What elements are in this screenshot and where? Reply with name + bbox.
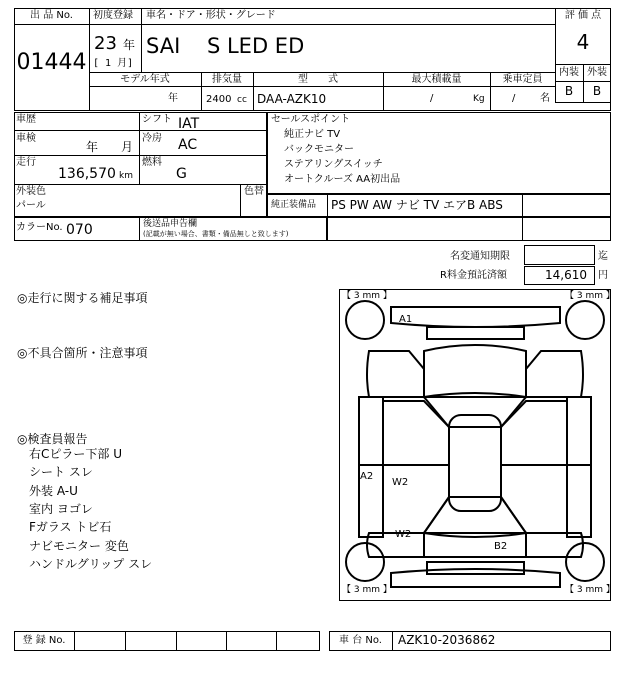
windshield [424,397,526,427]
tire-rear-left [346,543,384,581]
name-change-unit: 迄 [598,251,608,262]
name-change-label: 名変通知期限 [450,251,510,262]
rear-garnish [427,562,524,574]
divider [176,631,177,651]
sales-points-label: セールスポイント [271,114,351,125]
exterior-color-value: パール [16,200,46,211]
inspector-line: ナビモニター 変色 [29,539,129,553]
inspector-line: 外装 A-U [29,484,78,498]
rear-window [424,497,526,533]
sales-point-item: バックモニター [284,144,354,155]
tire-front-right [566,301,604,339]
damage-mark-w2: W2 [395,529,412,540]
divider [276,631,277,651]
equipment-sub-frame [327,217,611,241]
damage-mark-a1: A1 [399,314,413,325]
score-value: 4 [576,30,590,54]
right-side-panel [567,397,591,537]
divider [74,631,75,651]
color-no-value: 070 [66,222,93,238]
divider [14,184,267,185]
details-frame [14,112,267,217]
car-outline [339,289,611,601]
damage-mark-a2: A2 [360,471,374,482]
max-load-slash: / [430,93,434,104]
recycle-label: R料金預託済額 [440,270,507,281]
history-label: 車歴 [16,114,36,125]
inspector-line: シート スレ [29,465,93,479]
interior-label: 内装 [559,67,579,78]
front-right-fender [526,351,583,397]
front-left-door [383,401,449,465]
damage-mark-b2: B2 [494,541,508,552]
rear-left-door [383,465,449,533]
front-left-fender [367,351,424,397]
reg-year-unit: 年 [123,38,136,52]
ac-label: 冷房 [142,133,162,144]
trunk [424,533,526,557]
sales-point-item: 純正ナビ TV [284,129,341,140]
score-label: 評 価 点 [564,10,602,21]
max-load-header: 最大積載量 [411,74,462,85]
sales-point-item: オートクルーズ AA初出品 [284,174,401,185]
divider [141,8,142,72]
equipment-value: PS PW AW ナビ TV エアB ABS [331,198,503,212]
tire-tread-front-right: 【 3 mm 】 [565,291,615,301]
rear-bumper [391,569,560,587]
shift-label: シフト [142,114,172,125]
displacement-header: 排気量 [212,74,242,85]
divider [89,72,555,73]
model-year-unit: 年 [168,93,178,104]
name-change-field [524,245,595,265]
driving-notes-label: ◎走行に関する補足事項 [17,291,148,305]
inspector-label: ◎検査員報告 [17,432,88,446]
ac-value: AC [178,137,198,153]
front-bumper [391,307,560,327]
model-code-header: 型 式 [298,74,338,85]
recycle-value: 14,610 [545,268,587,282]
docs-label: 後送品申告欄 [143,219,198,229]
inspection-month: 月 [121,140,134,154]
tire-tread-rear-left: 【 3 mm 】 [342,585,392,595]
damage-mark-w2: W2 [392,477,409,488]
front-right-door [501,401,567,465]
inspector-line: 室内 ヨゴレ [29,502,93,516]
docs-note: (記載が無い場合、書類・備品無しと致します) [143,230,289,238]
model-code-value: DAA-AZK10 [257,92,327,106]
recycle-unit: 円 [598,270,608,281]
reg-year: 23 [94,33,117,54]
registration-label: 登 録 No. [22,635,66,646]
mileage-label: 走行 [16,157,36,168]
divider [139,112,140,184]
capacity-slash: / [512,93,516,104]
tire-rear-right [566,543,604,581]
tire-front-left [346,301,384,339]
interior-grade: B [564,84,574,98]
inspection-label: 車検 [16,133,36,144]
car-name: SAI S LED ED [146,34,305,58]
divider [125,631,126,651]
capacity-unit: 名 [540,93,550,104]
divider [226,631,227,651]
mileage-value: 136,570 [58,166,116,182]
chassis-label: 車 台 No. [339,635,382,646]
first-reg-label: 初度登録 [93,10,133,21]
tire-tread-rear-right: 【 3 mm 】 [565,585,615,595]
front-grille [427,327,524,339]
model-year-header: モデル年式 [120,74,170,85]
mileage-unit: km [119,171,133,181]
sales-point-item: ステアリングスイッチ [284,159,383,170]
divider [139,217,140,241]
color-change-label: 色替 [244,186,264,197]
fuel-label: 燃料 [142,157,162,168]
divider [14,155,267,156]
defects-label: ◎不具合箇所・注意事項 [17,346,148,360]
displacement-value: 2400 [206,94,232,105]
divider [89,24,555,25]
inspector-line: Fガラス トビ石 [29,520,112,534]
divider [392,631,393,651]
divider [14,24,89,25]
max-load-unit: Kg [473,94,485,104]
chassis-value: AZK10-2036862 [398,633,496,647]
capacity-header: 乗車定員 [502,74,543,85]
tire-tread-front-left: 【 3 mm 】 [342,291,392,301]
inspector-line: ハンドルグリップ スレ [29,557,153,571]
shift-value: IAT [178,116,200,132]
divider [555,81,611,82]
hood [424,345,526,397]
reg-month: [ 1 月] [93,58,134,69]
fuel-value: G [176,166,187,182]
left-side-panel [359,397,383,537]
exterior-color-label: 外装色 [16,186,46,197]
divider [240,184,241,217]
equipment-label: 純正装備品 [271,200,317,210]
divider [89,86,555,87]
displacement-unit: cc [237,95,247,105]
color-no-label: カラーNo. [16,222,63,233]
rear-right-door [501,465,567,533]
divider [555,102,611,103]
lot-number: 01444 [16,50,87,75]
inspection-year: 年 [86,140,99,154]
lot-label: 出 品 No. [30,10,73,21]
name-label: 車名・ドア・形状・グレード [146,10,276,21]
exterior-grade: B [592,84,602,98]
divider [14,130,267,131]
inspector-line: 右Cピラー下部 U [29,447,122,461]
exterior-label: 外装 [587,67,607,78]
